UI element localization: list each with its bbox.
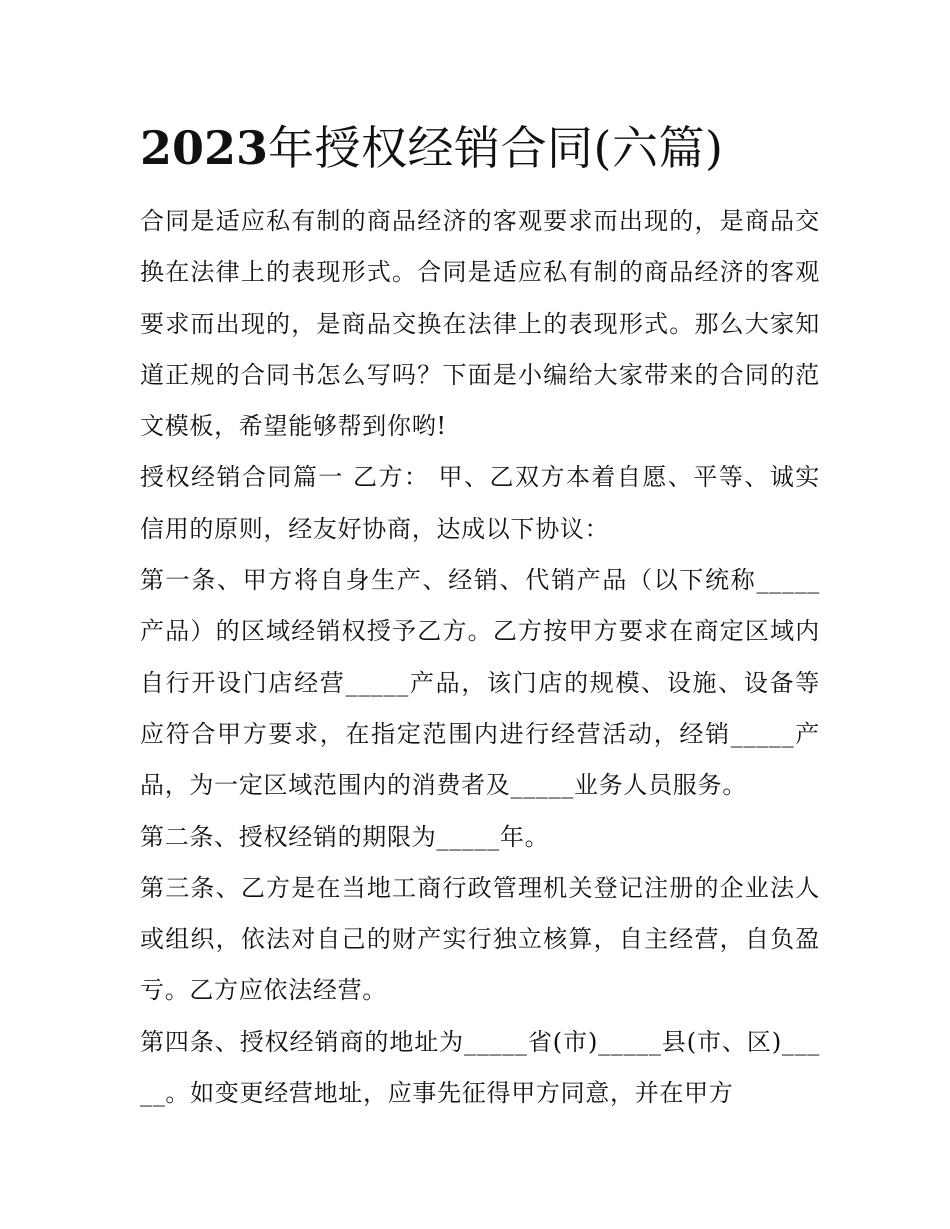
- article-3-paragraph: 第三条、乙方是在当地工商行政管理机关登记注册的企业法人或组织，依法对自己的财产实行独立核算，自主经营，自负盈亏。乙方应依法经营。: [140, 873, 820, 1005]
- document-title: [140, 112, 840, 184]
- title-text: 年授权经销合同(六篇): [268, 121, 724, 175]
- title-year: 2023: [140, 121, 269, 175]
- article-4-paragraph: 第四条、授权经销商的地址为_____省(市)_____县(市、区)_____。如变更经营地址，应事先征得甲方同意，并在甲方: [140, 1027, 820, 1108]
- article-1-paragraph: 第一条、甲方将自身生产、经销、代销产品（以下统称_____产品）的区域经销权授予乙方。乙方按甲方要求在商定区域内自行开设门店经营_____产品，该门店的规模、设施、设备等应符合甲方要求，在指定范围内进行经营活动，经销_____产品，为一定区域范围内的消费者及_____业务人员服务。: [140, 566, 820, 800]
- contract-preamble-paragraph: 授权经销合同篇一 乙方： 甲、乙双方本着自愿、平等、诚实信用的原则，经友好协商，达成以下协议：: [140, 463, 820, 543]
- article-2-paragraph: 第二条、授权经销的期限为_____年。: [140, 822, 550, 851]
- document-body: [140, 196, 820, 1119]
- intro-paragraph: 合同是适应私有制的商品经济的客观要求而出现的，是商品交换在法律上的表现形式。合同是适应私有制的商品经济的客观要求而出现的，是商品交换在法律上的表现形式。那么大家知道正规的合同书怎么写吗？下面是小编给大家带来的合同的范文模板，希望能够帮到你哟!: [140, 207, 820, 441]
